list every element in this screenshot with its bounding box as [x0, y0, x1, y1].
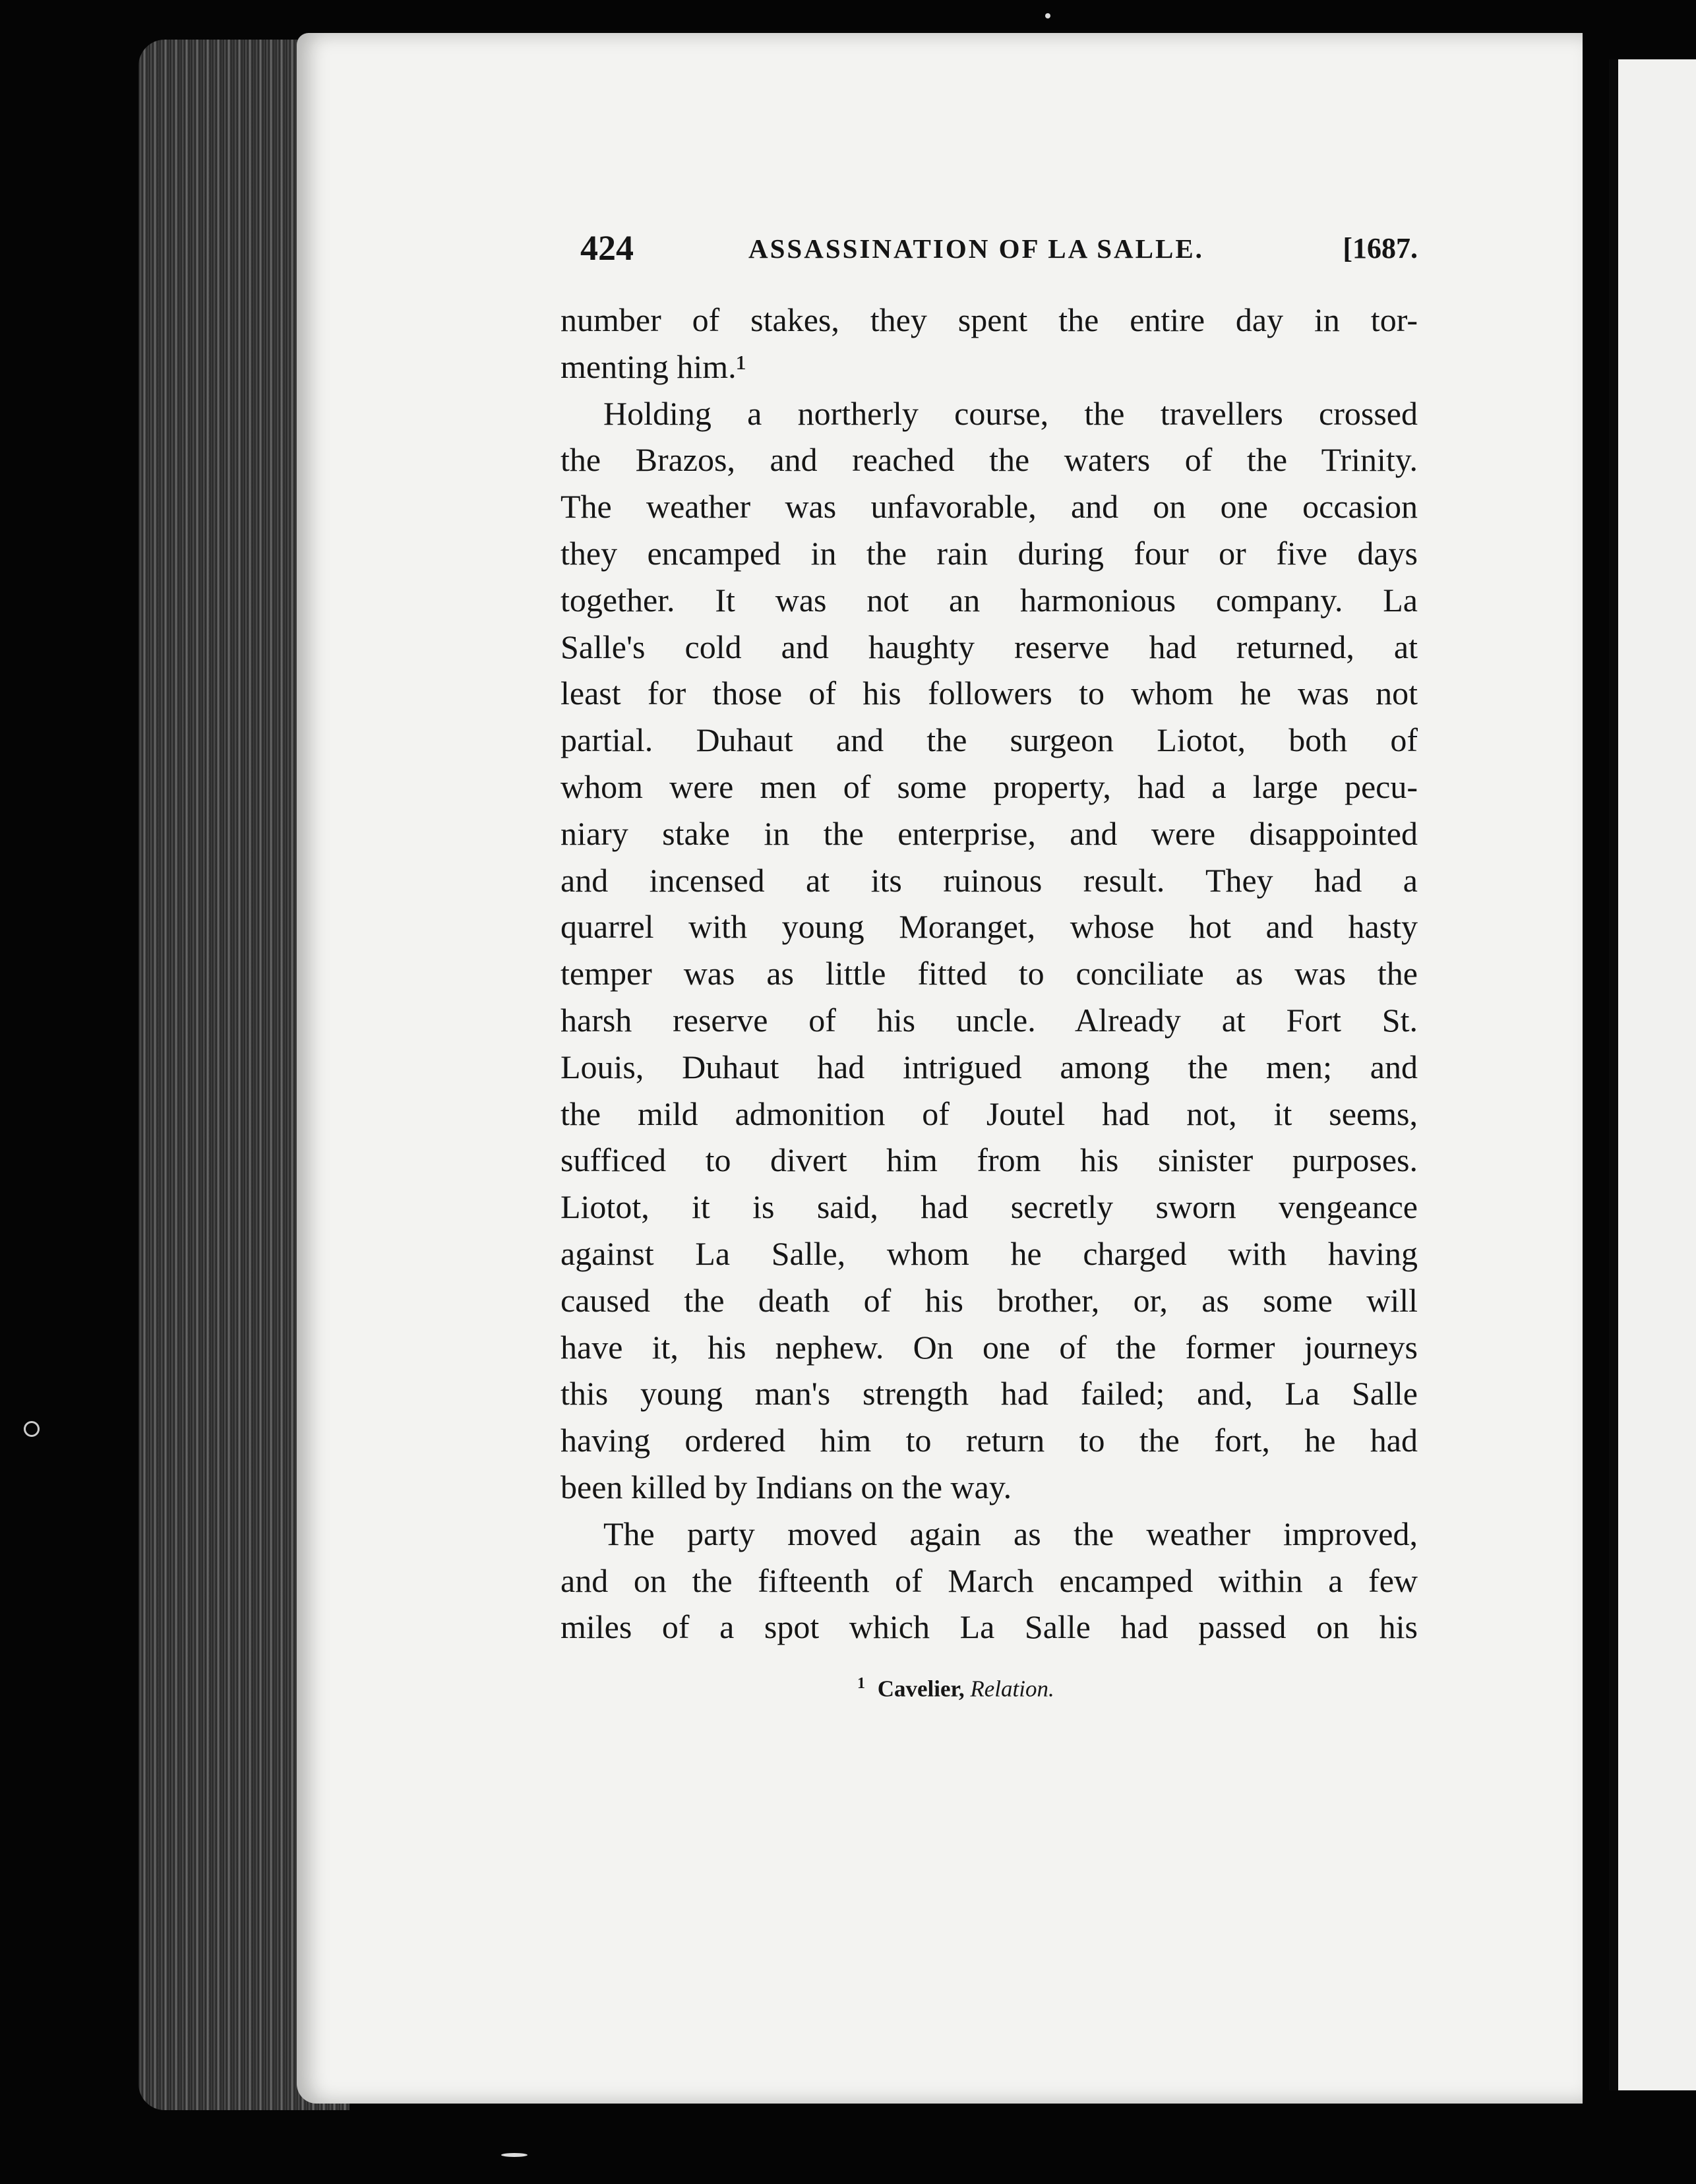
text-line: together. It was not an harmonious company. La	[560, 581, 1418, 619]
text-line: whom were men of some property, had a large pecu-	[560, 768, 1418, 805]
text-line: partial. Duhaut and the surgeon Liotot, both of	[560, 721, 1418, 759]
text-line: they encamped in the rain during four or five days	[560, 534, 1418, 572]
facing-page-edge	[1609, 59, 1696, 2090]
header-year: [1687.	[1343, 232, 1418, 264]
footnote-author: Cavelier,	[877, 1676, 965, 1702]
page-header	[580, 228, 1418, 267]
footnote	[857, 1675, 1054, 1703]
text-line: quarrel with young Moranget, whose hot and hasty	[560, 908, 1418, 946]
text-line: caused the death of his brother, or, as some will	[560, 1281, 1418, 1319]
text-line: Louis, Duhaut had intrigued among the men; and	[560, 1048, 1418, 1085]
text-line: Liotot, it is said, had secretly sworn vengeance	[560, 1188, 1418, 1226]
text-line: menting him.¹	[560, 348, 746, 385]
text-line: least for those of his followers to whom he was not	[560, 675, 1418, 712]
text-line: Salle's cold and haughty reserve had returned, at	[560, 628, 1418, 665]
text-line: been killed by Indians on the way.	[560, 1468, 1012, 1505]
scan-speck	[501, 2153, 528, 2157]
text-line: The weather was unfavorable, and on one occasion	[560, 488, 1418, 526]
text-line: sufficed to divert him from his sinister purposes.	[560, 1141, 1418, 1179]
text-line: and incensed at its ruinous result. They had a	[560, 861, 1418, 899]
text-line: miles of a spot which La Salle had passed on his	[560, 1608, 1418, 1646]
text-line: and on the fifteenth of March encamped within a few	[560, 1562, 1418, 1599]
text-line: against La Salle, whom he charged with having	[560, 1234, 1418, 1272]
footnote-marker: 1	[857, 1675, 865, 1692]
body-text	[560, 297, 1418, 1651]
text-line: harsh reserve of his uncle. Already at Fort St.	[560, 1001, 1418, 1039]
text-line: number of stakes, they spent the entire day in tor-	[560, 301, 1418, 338]
text-line: niary stake in the enterprise, and were disappointed	[560, 814, 1418, 852]
scan-speck	[24, 1421, 40, 1437]
text-line: the Brazos, and reached the waters of the Trinity.	[560, 441, 1418, 479]
text-line: have it, his nephew. On one of the former journeys	[560, 1328, 1418, 1366]
footnote-work: Relation.	[970, 1676, 1054, 1702]
text-line: having ordered him to return to the fort, he had	[560, 1422, 1418, 1459]
text-line: the mild admonition of Joutel had not, it seems,	[560, 1095, 1418, 1132]
text-line: temper was as little fitted to conciliate as was the	[560, 955, 1418, 992]
running-title: ASSASSINATION OF LA SALLE.	[748, 233, 1204, 264]
text-line: The party moved again as the weather improved,	[603, 1515, 1418, 1552]
page-number: 424	[580, 228, 634, 268]
text-line: Holding a northerly course, the travellers crossed	[603, 394, 1418, 432]
scan-speck	[1045, 13, 1050, 18]
text-line: this young man's strength had failed; and, La Salle	[560, 1375, 1418, 1412]
